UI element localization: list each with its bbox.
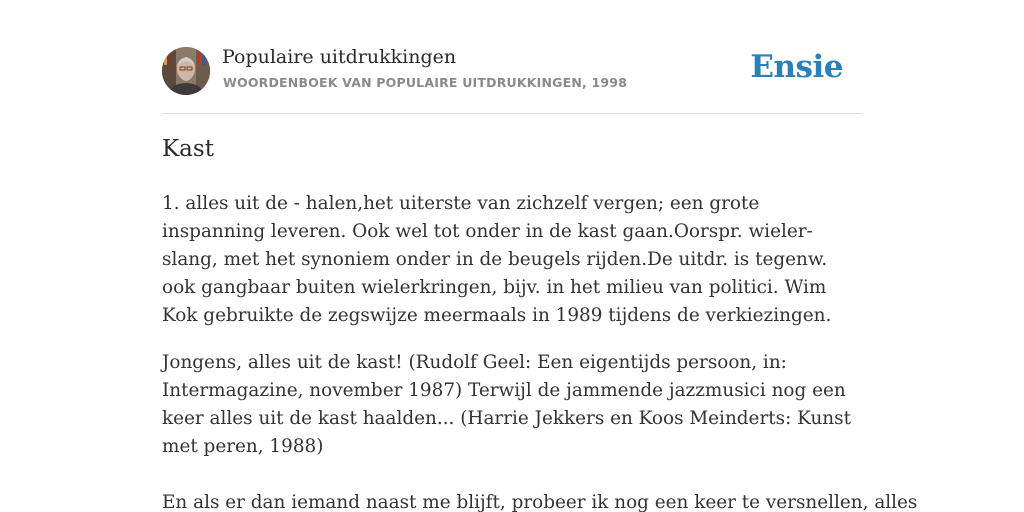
entry-paragraph: 1. alles uit de - halen,het uiterste van zichzelf vergen; een grote inspanning leveren. Ook wel tot onder in de kast gaan.Oorspr. wieler- slang, met het synoniem onder in de beugels rijden.De uitdr. is tegenw. ook gangbaar buiten wielerkringen, bijv. in het milieu van politici. Wim Kok gebruikte de zegswijze meermaals in 1989 tijdens de verkiezingen. xyxy=(162,193,832,326)
entry-paragraph: En als er dan iemand naast me blijft, probeer ik nog een keer te versnellen, alles xyxy=(162,492,918,512)
source-title[interactable]: Populaire uitdrukkingen xyxy=(222,46,457,68)
ensie-logo[interactable]: Ensie xyxy=(750,49,843,85)
source-subtitle[interactable]: WOORDENBOEK VAN POPULAIRE UITDRUKKINGEN, 1998 xyxy=(223,75,628,90)
author-avatar-icon[interactable] xyxy=(162,47,210,95)
page xyxy=(162,0,918,512)
entry-paragraph: Jongens, alles uit de kast! (Rudolf Geel: Een eigentijds persoon, in: Intermagazine, november 1987) Terwijl de jammende jazzmusici nog een keer alles uit de kast haalden... (Harrie Jekkers en Koos Meinderts: Kunst met peren, 1988) xyxy=(162,352,851,457)
source-header xyxy=(162,0,862,114)
entry-title: Kast xyxy=(162,136,214,162)
